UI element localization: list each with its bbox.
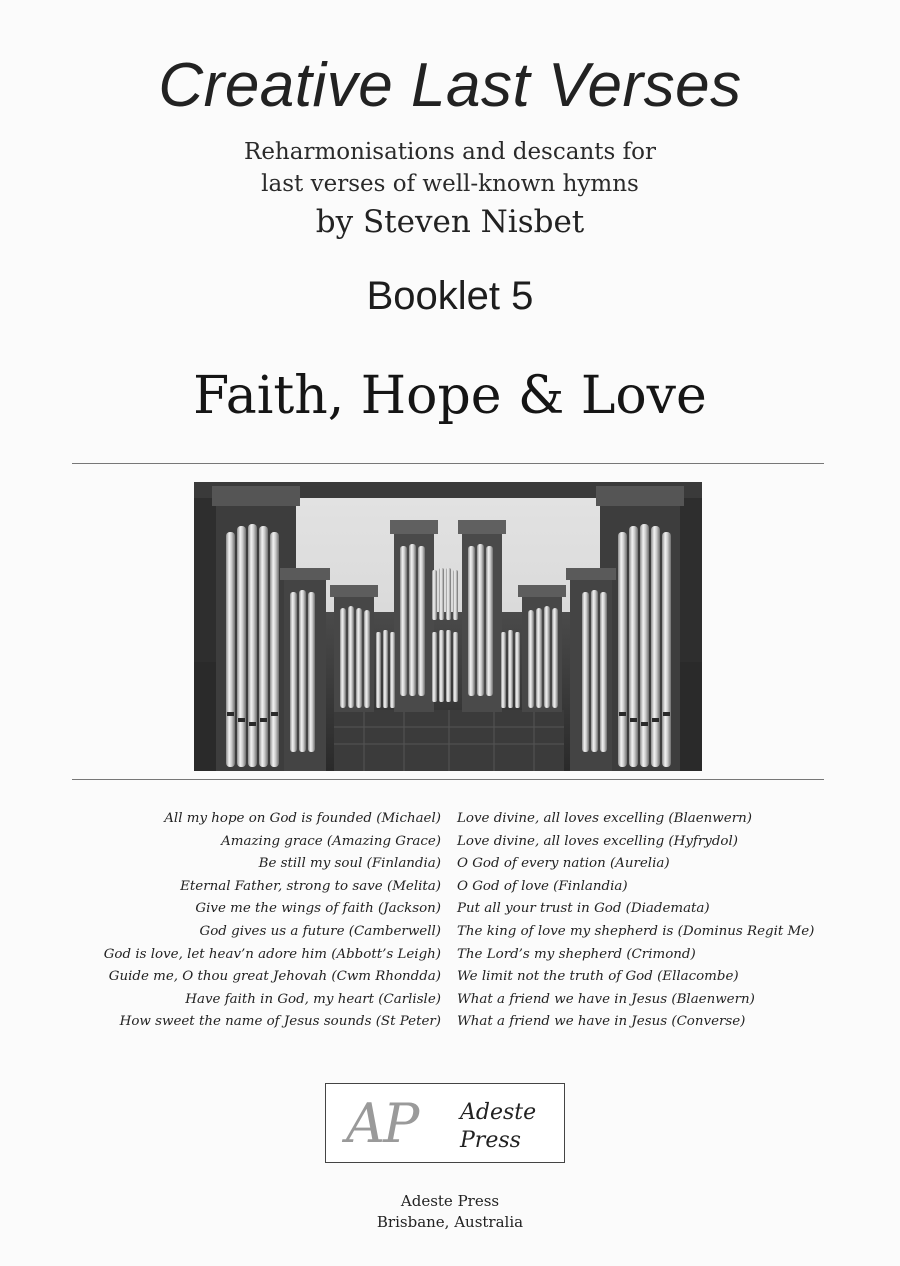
list-item: The Lord’s my shepherd (Crimond): [457, 946, 696, 962]
list-item: O God of every nation (Aurelia): [457, 856, 670, 872]
list-item: God gives us a future (Camberwell): [199, 923, 441, 939]
publisher-logo: [325, 1083, 565, 1163]
logo-mark: AP: [346, 1092, 418, 1155]
divider-bottom: [72, 779, 824, 780]
list-item: What a friend we have in Jesus (Blaenwern): [457, 991, 755, 1007]
series-title: Creative Last Verses: [158, 51, 742, 120]
publisher-location: Brisbane, Australia: [376, 1213, 524, 1231]
list-item: What a friend we have in Jesus (Converse): [457, 1014, 746, 1030]
author: by Steven Nisbet: [315, 204, 585, 240]
hymn-list-left: [104, 808, 441, 1034]
list-item: Love divine, all loves excelling (Blaenwern): [457, 811, 752, 826]
list-item: The king of love my shepherd is (Dominus Regit Me): [457, 923, 815, 939]
list-item: Guide me, O thou great Jehovah (Cwm Rhondda): [108, 969, 441, 985]
logo-name-line-1: Adeste: [460, 1100, 537, 1125]
subtitle-line-2: last verses of well-known hymns: [261, 171, 639, 197]
list-item: O God of love (Finlandia): [457, 878, 628, 894]
list-item: Put all your trust in God (Diademata): [457, 901, 710, 917]
list-item: How sweet the name of Jesus sounds (St Peter): [119, 1014, 441, 1030]
booklet-number: Booklet 5: [366, 274, 534, 318]
divider-top: [72, 463, 824, 464]
logo-name-line-2: Press: [460, 1128, 521, 1153]
list-item: All my hope on God is founded (Michael): [164, 811, 441, 826]
list-item: Have faith in God, my heart (Carlisle): [185, 991, 441, 1007]
subtitle-line-1: Reharmonisations and descants for: [244, 139, 656, 165]
list-item: Eternal Father, strong to save (Melita): [180, 878, 441, 894]
list-item: We limit not the truth of God (Ellacombe): [457, 969, 739, 985]
publisher-name: Adeste Press: [400, 1192, 500, 1210]
list-item: Be still my soul (Finlandia): [258, 856, 441, 872]
list-item: Love divine, all loves excelling (Hyfrydol): [457, 833, 738, 849]
list-item: Give me the wings of faith (Jackson): [195, 901, 441, 917]
pipe-organ-image: [194, 482, 702, 771]
list-item: God is love, let heav’n adore him (Abbott’s Leigh): [103, 946, 441, 962]
list-item: Amazing grace (Amazing Grace): [221, 833, 441, 849]
hymn-list-right: [457, 808, 814, 1034]
book-title: Faith, Hope & Love: [193, 366, 707, 426]
